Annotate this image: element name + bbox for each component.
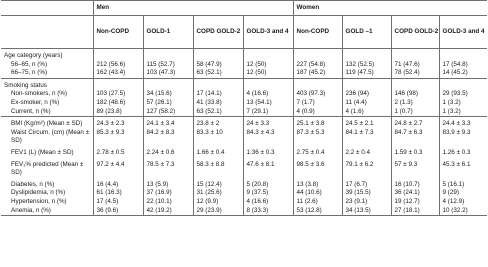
table-cell: 31 (25.6) bbox=[193, 189, 243, 198]
table-cell: 10 (32.2) bbox=[439, 207, 487, 216]
table-cell: 4 (16.6) bbox=[243, 198, 293, 207]
table-cell: 9 (37.5) bbox=[243, 189, 293, 198]
table-cell: 162 (43.4) bbox=[93, 69, 143, 78]
corner-cell bbox=[1, 16, 93, 49]
row-label: Ex-smoker, n (%) bbox=[11, 98, 60, 106]
col-header: Non-COPD bbox=[93, 16, 143, 49]
row-label: 66–75, n (%) bbox=[11, 69, 48, 77]
table-cell: 13 (3.8) bbox=[293, 181, 342, 190]
table-row bbox=[1, 149, 487, 158]
table-cell: 84.2 ± 8.3 bbox=[143, 129, 193, 146]
table-cell: 39 (15.5) bbox=[342, 189, 391, 198]
table-cell: 12 (50) bbox=[243, 69, 293, 78]
section-heading-row bbox=[1, 52, 487, 61]
table-cell: 1 (3.2) bbox=[439, 99, 487, 108]
table-cell: 2.24 ± 0.6 bbox=[143, 149, 193, 158]
table-cell: 2.75 ± 0.4 bbox=[293, 149, 342, 158]
row-label: FEV₁% predicted (Mean ± SD) bbox=[11, 160, 84, 177]
table-cell: 45.3 ± 6.1 bbox=[439, 161, 487, 178]
section-heading-row bbox=[1, 82, 487, 91]
table-cell: 25.1 ± 3.8 bbox=[293, 120, 342, 129]
table-row bbox=[1, 207, 487, 216]
table-cell: 103 (27.5) bbox=[93, 90, 143, 99]
table-cell: 187 (45.2) bbox=[293, 69, 342, 78]
table-cell: 34 (13.5) bbox=[342, 207, 391, 216]
table-cell: 29 (93.5) bbox=[439, 90, 487, 99]
table-cell: 41 (33.8) bbox=[193, 99, 243, 108]
table-cell: 11 (2.6) bbox=[293, 198, 342, 207]
table-cell: 89 (23.8) bbox=[93, 108, 143, 117]
table-cell: 24.3 ± 2.3 bbox=[93, 120, 143, 129]
characteristics-table bbox=[1, 0, 487, 216]
section-title-smoking: Smoking status bbox=[4, 81, 48, 89]
table-cell: 1.26 ± 0.3 bbox=[439, 149, 487, 158]
col-header: GOLD-3 and 4 bbox=[243, 16, 293, 49]
table-cell: 14 (45.2) bbox=[439, 69, 487, 78]
table-row bbox=[1, 181, 487, 190]
table-cell: 58 (47.9) bbox=[193, 61, 243, 70]
table-cell: 98.5 ± 3.6 bbox=[293, 161, 342, 178]
table-cell: 5 (20.8) bbox=[243, 181, 293, 190]
table-cell: 15 (12.4) bbox=[193, 181, 243, 190]
table-cell: 17 (54.8) bbox=[439, 61, 487, 70]
table-cell: 58.3 ± 8.8 bbox=[193, 161, 243, 178]
table-cell: 2.78 ± 0.5 bbox=[93, 149, 143, 158]
table-row bbox=[1, 120, 487, 129]
table-cell: 127 (58.2) bbox=[143, 108, 193, 117]
group-men: Men bbox=[93, 1, 293, 16]
table-cell: 16 (10.7) bbox=[391, 181, 439, 190]
table-cell: 2 (1.3) bbox=[391, 99, 439, 108]
table-cell: 36 (24.1) bbox=[391, 189, 439, 198]
table-cell: 47.6 ± 8.1 bbox=[243, 161, 293, 178]
table-cell: 103 (47.3) bbox=[143, 69, 193, 78]
table-cell: 17 (14.1) bbox=[193, 90, 243, 99]
table-cell: 78.5 ± 7.3 bbox=[143, 161, 193, 178]
table-cell: 63 (52.1) bbox=[193, 108, 243, 117]
table-cell: 13 (5.9) bbox=[143, 181, 193, 190]
group-women: Women bbox=[293, 1, 487, 16]
table-cell: 24 ± 3.3 bbox=[243, 120, 293, 129]
table-cell: 12 (9.9) bbox=[193, 198, 243, 207]
col-header: GOLD-1 bbox=[143, 16, 193, 49]
table-cell: 9 (29) bbox=[439, 189, 487, 198]
col-header: GOLD-3 and 4 bbox=[439, 16, 487, 49]
table-cell: 4 (1.6) bbox=[342, 108, 391, 117]
table-cell: 13 (54.1) bbox=[243, 99, 293, 108]
table-cell: 44 (10.6) bbox=[293, 189, 342, 198]
table-cell: 22 (10.1) bbox=[143, 198, 193, 207]
table-row bbox=[1, 90, 487, 99]
table-cell: 403 (97.3) bbox=[293, 90, 342, 99]
row-label: 56–65, n (%) bbox=[11, 60, 48, 68]
table-row bbox=[1, 161, 487, 178]
table-cell: 42 (19.2) bbox=[143, 207, 193, 216]
table-cell: 19 (12.7) bbox=[391, 198, 439, 207]
section-title-age: Age category (years) bbox=[4, 52, 63, 59]
row-label: FEV1 (L) (Mean ± SD) bbox=[11, 148, 74, 156]
table-row bbox=[1, 189, 487, 198]
table-cell: 1 (0.7) bbox=[391, 108, 439, 117]
table-cell: 12 (50) bbox=[243, 61, 293, 70]
col-header: COPD GOLD-2 bbox=[391, 16, 439, 49]
table-cell: 132 (52.5) bbox=[342, 61, 391, 70]
table-cell: 8 (33.3) bbox=[243, 207, 293, 216]
table-cell: 37 (16.9) bbox=[143, 189, 193, 198]
table-cell: 7 (29.1) bbox=[243, 108, 293, 117]
table-cell: 24.4 ± 3.3 bbox=[439, 120, 487, 129]
table-cell: 182 (48.6) bbox=[93, 99, 143, 108]
table-cell: 85.3 ± 9.3 bbox=[93, 129, 143, 146]
table-cell: 7 (1.7) bbox=[293, 99, 342, 108]
table-row bbox=[1, 108, 487, 117]
table-cell: 53 (12.8) bbox=[293, 207, 342, 216]
table-cell: 1.66 ± 0.4 bbox=[193, 149, 243, 158]
table-cell: 71 (47.6) bbox=[391, 61, 439, 70]
table-cell: 27 (18.1) bbox=[391, 207, 439, 216]
row-label: BMI (Kg/m²) (Mean ± SD) bbox=[11, 120, 83, 128]
table-cell: 119 (47.5) bbox=[342, 69, 391, 78]
table-row bbox=[1, 69, 487, 78]
table-row bbox=[1, 129, 487, 146]
column-header-row bbox=[1, 16, 487, 49]
table-cell: 57 (26.1) bbox=[143, 99, 193, 108]
table-cell: 79.1 ± 6.2 bbox=[342, 161, 391, 178]
table-cell: 36 (9.6) bbox=[93, 207, 143, 216]
table-cell: 1.36 ± 0.3 bbox=[243, 149, 293, 158]
table-cell: 97.2 ± 4.4 bbox=[93, 161, 143, 178]
row-label: Diabetes, n (%) bbox=[11, 180, 55, 188]
table-cell: 17 (4.5) bbox=[93, 198, 143, 207]
table-row bbox=[1, 61, 487, 70]
table-cell: 2.2 ± 0.4 bbox=[342, 149, 391, 158]
row-label: Dyslipidemia, n (%) bbox=[11, 189, 66, 197]
table-row bbox=[1, 198, 487, 207]
table-cell: 5 (16.1) bbox=[439, 181, 487, 190]
table-cell: 115 (52.7) bbox=[143, 61, 193, 70]
table-cell: 84.7 ± 6.3 bbox=[391, 129, 439, 146]
table-cell: 212 (56.6) bbox=[93, 61, 143, 70]
table-cell: 83.9 ± 9.3 bbox=[439, 129, 487, 146]
table-cell: 23 (9.1) bbox=[342, 198, 391, 207]
table-cell: 24.1 ± 3.4 bbox=[143, 120, 193, 129]
table-cell: 84.1 ± 7.3 bbox=[342, 129, 391, 146]
table-cell: 57 ± 9.3 bbox=[391, 161, 439, 178]
table-cell: 1.59 ± 0.3 bbox=[391, 149, 439, 158]
table-cell: 24.5 ± 2.1 bbox=[342, 120, 391, 129]
row-label: Non-smokers, n (%) bbox=[11, 90, 67, 98]
table-cell: 29 (23.9) bbox=[193, 207, 243, 216]
table-cell: 61 (16.3) bbox=[93, 189, 143, 198]
table-cell: 83.3 ± 10 bbox=[193, 129, 243, 146]
col-header: GOLD –1 bbox=[342, 16, 391, 49]
row-label: Hypertension, n (%) bbox=[11, 197, 67, 205]
table-cell: 24.8 ± 2.7 bbox=[391, 120, 439, 129]
table-cell: 16 (4.4) bbox=[93, 181, 143, 190]
table-cell: 63 (52.1) bbox=[193, 69, 243, 78]
table-row bbox=[1, 99, 487, 108]
table-cell: 227 (54.8) bbox=[293, 61, 342, 70]
corner-cell bbox=[1, 1, 93, 16]
table-cell: 78 (52.4) bbox=[391, 69, 439, 78]
table-cell: 17 (6.7) bbox=[342, 181, 391, 190]
table-cell: 1 (3.2) bbox=[439, 108, 487, 117]
table-cell: 34 (15.6) bbox=[143, 90, 193, 99]
table-cell: 23.8 ± 2 bbox=[193, 120, 243, 129]
row-label: Anemia, n (%) bbox=[1, 207, 93, 216]
table-cell: 146 (98) bbox=[391, 90, 439, 99]
table-cell: 4 (12.9) bbox=[439, 198, 487, 207]
table-cell: 87.3 ± 5.3 bbox=[293, 129, 342, 146]
col-header: COPD GOLD-2 bbox=[193, 16, 243, 49]
group-header-row bbox=[1, 1, 487, 16]
row-label: Current, n (%) bbox=[11, 107, 51, 115]
table-cell: 4 (0.9) bbox=[293, 108, 342, 117]
table-cell: 84.3 ± 4.3 bbox=[243, 129, 293, 146]
table-cell: 11 (4.4) bbox=[342, 99, 391, 108]
table-cell: 4 (16.6) bbox=[243, 90, 293, 99]
col-header: Non-COPD bbox=[293, 16, 342, 49]
row-label: Waist Circum. (cm) (Mean ± SD) bbox=[11, 128, 90, 145]
table-cell: 236 (94) bbox=[342, 90, 391, 99]
